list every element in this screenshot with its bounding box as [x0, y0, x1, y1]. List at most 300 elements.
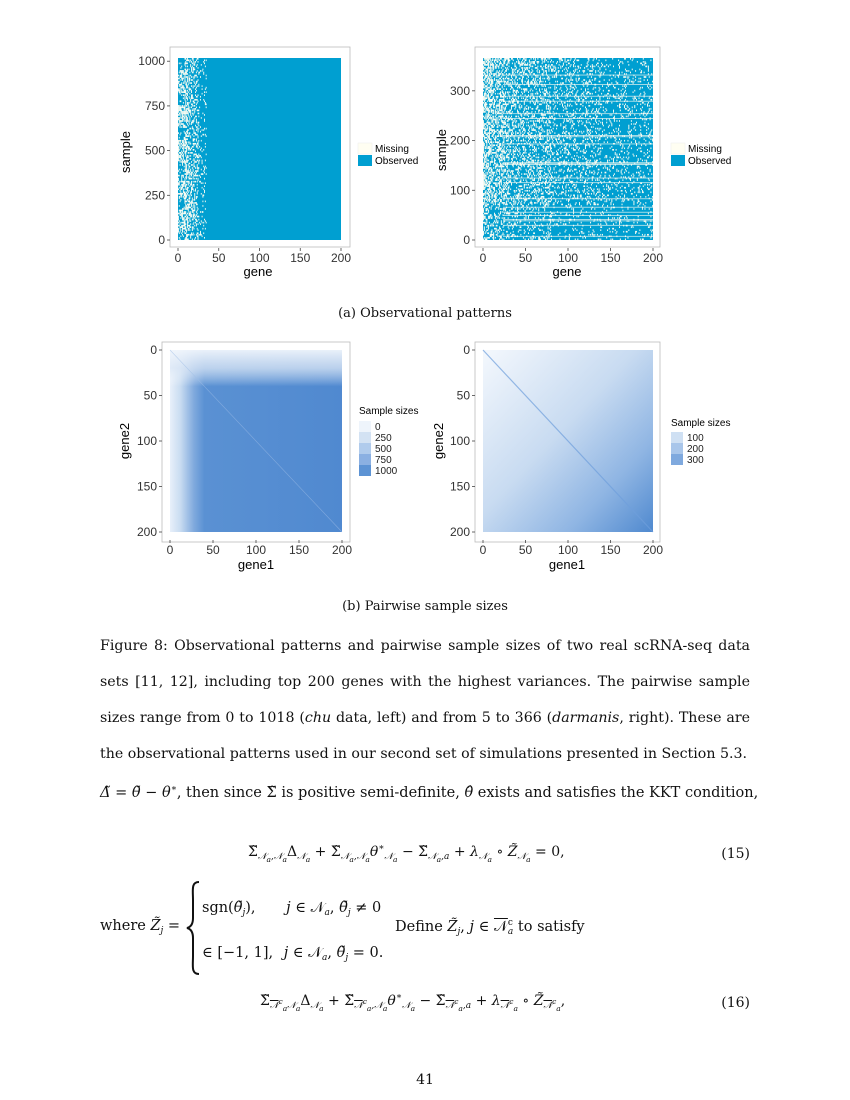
missing-cell [557, 154, 558, 156]
missing-cell [491, 179, 492, 181]
missing-cell [190, 75, 191, 77]
missing-cell [486, 231, 487, 233]
missing-cell [197, 157, 198, 159]
missing-cell [518, 116, 519, 118]
missing-cell [533, 128, 534, 130]
missing-cell [184, 182, 185, 184]
missing-cell [501, 105, 502, 107]
missing-cell [198, 122, 199, 124]
missing-cell [571, 58, 572, 60]
missing-cell [507, 82, 508, 84]
missing-cell [194, 198, 195, 200]
missing-cell [489, 75, 490, 77]
missing-cell [483, 69, 484, 71]
missing-cell [487, 64, 488, 66]
missing-cell [499, 60, 500, 62]
missing-cell [548, 69, 549, 71]
missing-cell [560, 238, 561, 240]
missing-cell [563, 191, 564, 193]
missing-cell [488, 99, 489, 101]
missing-cell [521, 166, 522, 168]
missing-cell [509, 60, 510, 62]
missing-cell [560, 140, 561, 142]
missing-cell [188, 169, 189, 171]
missing-cell [180, 100, 181, 102]
missing-cell [196, 155, 197, 157]
missing-cell [523, 149, 524, 151]
missing-cell [501, 169, 502, 171]
missing-cell [503, 217, 504, 219]
missing-cell [530, 202, 531, 204]
missing-cell [559, 114, 560, 116]
missing-cell [190, 207, 191, 209]
missing-cell [183, 181, 184, 183]
missing-cell [188, 217, 189, 219]
missing-cell [493, 117, 494, 119]
missing-cell [548, 185, 549, 187]
missing-cell [532, 179, 533, 181]
missing-cell [499, 140, 500, 142]
missing-cell [488, 94, 489, 96]
missing-cell [494, 190, 495, 192]
missing-cell [537, 61, 538, 63]
missing-cell [497, 104, 498, 106]
missing-cell [541, 125, 542, 127]
missing-cell [519, 151, 520, 153]
missing-cell [202, 161, 203, 163]
missing-cell [197, 191, 198, 193]
missing-cell [500, 132, 501, 134]
missing-cell [495, 110, 496, 112]
missing-cell [536, 141, 537, 143]
missing-cell [508, 60, 509, 62]
missing-cell [536, 151, 537, 153]
missing-cell [178, 216, 179, 218]
missing-cell [190, 88, 191, 90]
missing-cell [189, 132, 190, 134]
missing-cell [514, 151, 515, 153]
missing-cell [181, 179, 182, 181]
missing-cell [487, 163, 488, 165]
missing-cell [485, 85, 486, 87]
missing-cell [502, 163, 503, 165]
missing-cell [180, 231, 181, 233]
missing-cell [485, 167, 486, 169]
missing-cell [550, 173, 551, 175]
missing-cell [511, 141, 512, 143]
missing-cell [554, 107, 555, 109]
missing-cell [565, 185, 566, 187]
missing-cell [511, 129, 512, 131]
missing-cell [180, 161, 181, 163]
missing-cell [185, 232, 186, 234]
missing-cell [489, 216, 490, 218]
missing-cell [548, 105, 549, 107]
missing-cell [560, 222, 561, 224]
missing-cell [541, 81, 542, 83]
missing-cell [538, 217, 539, 219]
missing-cell [194, 196, 195, 198]
missing-cell [502, 157, 503, 159]
missing-cell [557, 81, 558, 83]
missing-cell [489, 237, 490, 239]
missing-cell [487, 152, 488, 154]
missing-cell [185, 193, 186, 195]
missing-cell [196, 122, 197, 124]
missing-cell [496, 166, 497, 168]
missing-cell [180, 222, 181, 224]
missing-cell [559, 170, 560, 172]
missing-cell [516, 213, 517, 215]
missing-cell [185, 61, 186, 63]
missing-cell [571, 116, 572, 118]
missing-cell [185, 72, 186, 74]
missing-cell [564, 102, 565, 104]
missing-cell [184, 116, 185, 118]
missing-cell [531, 237, 532, 239]
missing-cell [187, 235, 188, 237]
missing-cell [492, 79, 493, 81]
missing-cell [501, 196, 502, 198]
missing-cell [517, 222, 518, 224]
missing-cell [568, 132, 569, 134]
missing-cell [198, 219, 199, 221]
missing-cell [542, 67, 543, 69]
missing-cell [542, 199, 543, 201]
missing-cell [484, 228, 485, 230]
missing-cell [483, 210, 484, 212]
missing-cell [548, 125, 549, 127]
missing-cell [543, 70, 544, 72]
missing-cell [483, 151, 484, 153]
missing-cell [500, 134, 501, 136]
missing-cell [513, 128, 514, 130]
missing-cell [497, 123, 498, 125]
missing-cell [197, 175, 198, 177]
missing-cell [548, 146, 549, 148]
missing-cell [193, 214, 194, 216]
missing-cell [485, 93, 486, 95]
missing-cell [490, 84, 491, 86]
missing-cell [484, 217, 485, 219]
missing-cell [499, 146, 500, 148]
missing-cell [536, 147, 537, 149]
missing-cell [181, 210, 182, 212]
missing-cell [497, 141, 498, 143]
missing-cell [502, 234, 503, 236]
missing-cell [516, 91, 517, 93]
missing-cell [492, 161, 493, 163]
missing-cell [187, 199, 188, 201]
missing-cell [183, 97, 184, 99]
missing-cell [486, 143, 487, 145]
missing-cell [192, 188, 193, 190]
missing-cell [553, 122, 554, 124]
missing-cell [194, 108, 195, 110]
missing-cell [507, 64, 508, 66]
missing-cell [186, 60, 187, 62]
missing-cell [197, 126, 198, 128]
missing-cell [564, 91, 565, 93]
missing-cell [536, 175, 537, 177]
missing-cell [513, 155, 514, 157]
missing-cell [181, 161, 182, 163]
missing-cell [553, 128, 554, 130]
missing-cell [550, 157, 551, 159]
missing-cell [505, 204, 506, 206]
missing-cell [514, 108, 515, 110]
missing-cell [180, 120, 181, 122]
missing-cell [511, 58, 512, 60]
missing-cell [488, 108, 489, 110]
missing-cell [549, 122, 550, 124]
missing-cell [487, 229, 488, 231]
missing-cell [485, 232, 486, 234]
missing-cell [491, 64, 492, 66]
missing-cell [491, 151, 492, 153]
missing-cell [489, 175, 490, 177]
missing-cell [486, 79, 487, 81]
missing-cell [546, 90, 547, 92]
missing-cell [485, 76, 486, 78]
missing-cell [178, 114, 179, 116]
missing-cell [486, 104, 487, 106]
missing-cell [488, 87, 489, 89]
missing-cell [186, 184, 187, 186]
missing-cell [187, 123, 188, 125]
missing-cell [185, 213, 186, 215]
missing-cell [543, 85, 544, 87]
missing-cell [524, 104, 525, 106]
missing-cell [187, 60, 188, 62]
missing-cell [539, 170, 540, 172]
missing-cell [203, 188, 204, 190]
missing-cell [488, 217, 489, 219]
missing-cell [511, 170, 512, 172]
missing-cell [493, 152, 494, 154]
missing-cell [489, 100, 490, 102]
missing-cell [197, 235, 198, 237]
missing-cell [486, 198, 487, 200]
missing-cell [180, 120, 181, 122]
missing-cell [533, 120, 534, 122]
missing-cell [503, 126, 504, 128]
missing-cell [507, 78, 508, 80]
missing-cell [507, 167, 508, 169]
missing-cell [492, 117, 493, 119]
missing-cell [186, 138, 187, 140]
missing-cell [512, 216, 513, 218]
missing-cell [198, 122, 199, 124]
missing-cell [486, 140, 487, 142]
missing-cell [551, 213, 552, 215]
missing-cell [185, 204, 186, 206]
missing-cell [488, 164, 489, 166]
missing-cell [486, 237, 487, 239]
missing-cell [486, 190, 487, 192]
missing-cell [497, 125, 498, 127]
missing-cell [488, 169, 489, 171]
missing-cell [531, 76, 532, 78]
missing-cell [512, 78, 513, 80]
missing-cell [179, 108, 180, 110]
missing-cell [518, 167, 519, 169]
missing-cell [489, 90, 490, 92]
missing-cell [486, 140, 487, 142]
missing-cell [494, 100, 495, 102]
missing-cell [491, 132, 492, 134]
missing-cell [553, 191, 554, 193]
missing-cell [180, 76, 181, 78]
missing-cell [520, 226, 521, 228]
missing-cell [525, 184, 526, 186]
missing-cell [185, 90, 186, 92]
missing-cell [537, 201, 538, 203]
missing-cell [183, 146, 184, 148]
missing-cell [486, 70, 487, 72]
missing-cell [185, 181, 186, 183]
missing-cell [193, 211, 194, 213]
missing-cell [535, 58, 536, 60]
missing-cell [190, 82, 191, 84]
missing-cell [530, 228, 531, 230]
missing-cell [181, 151, 182, 153]
missing-cell [185, 63, 186, 65]
missing-cell [185, 126, 186, 128]
missing-cell [531, 111, 532, 113]
missing-cell [551, 216, 552, 218]
missing-cell [543, 120, 544, 122]
missing-cell [567, 169, 568, 171]
missing-cell [525, 81, 526, 83]
missing-cell [504, 188, 505, 190]
missing-cell [512, 170, 513, 172]
missing-cell [505, 107, 506, 109]
missing-cell [200, 99, 201, 101]
missing-cell [522, 154, 523, 156]
missing-cell [178, 111, 179, 113]
missing-cell [546, 122, 547, 124]
missing-cell [568, 79, 569, 81]
missing-cell [495, 228, 496, 230]
missing-cell [198, 170, 199, 172]
missing-cell [499, 181, 500, 183]
missing-cell [520, 167, 521, 169]
missing-cell [189, 155, 190, 157]
missing-cell [497, 164, 498, 166]
missing-cell [523, 73, 524, 75]
missing-cell [511, 184, 512, 186]
missing-cell [514, 94, 515, 96]
missing-cell [543, 217, 544, 219]
missing-cell [534, 123, 535, 125]
missing-cell [542, 114, 543, 116]
missing-cell [504, 61, 505, 63]
missing-cell [490, 128, 491, 130]
missing-cell [180, 141, 181, 143]
missing-cell [501, 117, 502, 119]
missing-cell [484, 216, 485, 218]
missing-cell [198, 155, 199, 157]
missing-cell [194, 117, 195, 119]
missing-cell [186, 149, 187, 151]
missing-cell [517, 208, 518, 210]
missing-cell [203, 232, 204, 234]
missing-cell [191, 147, 192, 149]
missing-cell [560, 152, 561, 154]
missing-cell [520, 190, 521, 192]
missing-cell [514, 157, 515, 159]
missing-cell [483, 166, 484, 168]
missing-cell [548, 193, 549, 195]
missing-cell [522, 131, 523, 133]
missing-cell [499, 100, 500, 102]
missing-cell [571, 82, 572, 84]
missing-cell [492, 229, 493, 231]
missing-cell [545, 114, 546, 116]
missing-cell [521, 79, 522, 81]
missing-cell [483, 122, 484, 124]
missing-cell [531, 175, 532, 177]
missing-cell [191, 216, 192, 218]
missing-cell [504, 195, 505, 197]
missing-cell [189, 152, 190, 154]
missing-cell [195, 94, 196, 96]
missing-cell [189, 117, 190, 119]
missing-cell [526, 122, 527, 124]
missing-cell [497, 81, 498, 83]
missing-cell [183, 147, 184, 149]
missing-cell [182, 229, 183, 231]
missing-cell [504, 126, 505, 128]
missing-cell [530, 158, 531, 160]
missing-cell [509, 111, 510, 113]
missing-cell [495, 67, 496, 69]
missing-cell [554, 160, 555, 162]
missing-cell [196, 72, 197, 74]
missing-cell [483, 90, 484, 92]
missing-cell [548, 76, 549, 78]
missing-cell [523, 205, 524, 207]
missing-cell [180, 93, 181, 95]
missing-cell [524, 64, 525, 66]
missing-cell [502, 111, 503, 113]
missing-cell [552, 185, 553, 187]
missing-cell [544, 111, 545, 113]
missing-cell [509, 111, 510, 113]
missing-cell [178, 149, 179, 151]
missing-cell [491, 147, 492, 149]
missing-cell [488, 111, 489, 113]
missing-cell [493, 199, 494, 201]
missing-cell [488, 58, 489, 60]
missing-cell [523, 140, 524, 142]
missing-cell [520, 208, 521, 210]
missing-cell [544, 208, 545, 210]
missing-cell [500, 157, 501, 159]
missing-cell [513, 166, 514, 168]
missing-cell [495, 231, 496, 233]
missing-cell [198, 167, 199, 169]
missing-cell [185, 169, 186, 171]
missing-cell [484, 182, 485, 184]
missing-cell [549, 170, 550, 172]
missing-cell [542, 63, 543, 65]
missing-cell [536, 138, 537, 140]
missing-cell [572, 185, 573, 187]
missing-cell [512, 158, 513, 160]
missing-cell [484, 58, 485, 60]
